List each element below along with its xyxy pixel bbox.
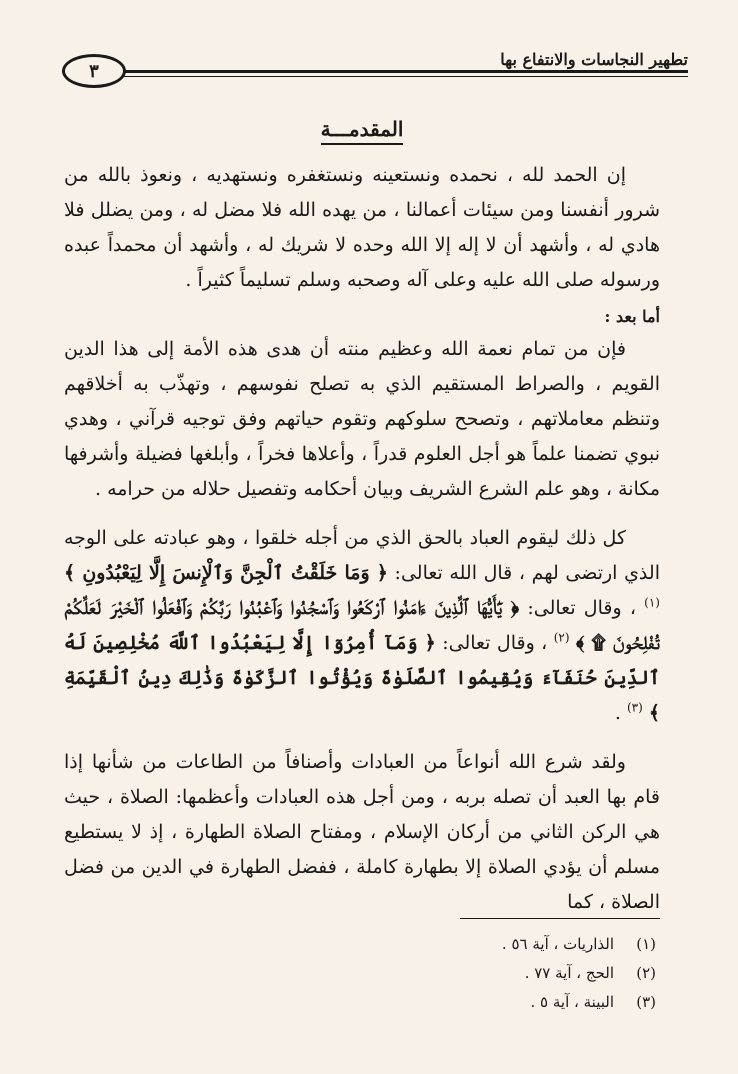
footnote-ref-3: (٣) <box>626 700 643 715</box>
worship-text-a: كل ذلك ليقوم العباد بالحق الذي من أجله خلقوا ، وهو عبادته على الوجه الذي ارتضى لهم ، قال الله تعالى: <box>64 527 660 584</box>
footnote-text: الحج ، آية ٧٧ . <box>524 964 614 982</box>
opening-paragraph: إن الحمد لله ، نحمده ونستعينه ونستغفره ونستهديه ، ونعوذ بالله من شرور أنفسنا ومن سيئات أعمالنا ، من يهده الله فلا مضل له ، ومن يضلل فلا هادي له ، وأشهد أن لا إله إلا الله وحده لا شريك له ، وأشهد أن محمداً عبده ورسوله صلى الله عليه وعلى آله وصحبه وسلم تسليماً كثيراً . <box>64 164 660 291</box>
worship-text-b: ، وقال تعالى: <box>527 597 636 619</box>
main-text <box>64 114 660 920</box>
quran-verse-1: ﴿ وَمَا خَلَقْتُ ٱلْجِنَّ وَٱلْإِنسَ إِلَّا لِيَعْبُدُونِ ﴾ <box>64 562 388 584</box>
footnote-text: الذاريات ، آية ٥٦ . <box>501 935 614 953</box>
footnote-ref-2: (٢) <box>553 630 570 645</box>
footnote <box>64 959 656 988</box>
footnote-number: (٣) <box>636 993 656 1011</box>
section-title-text: المقدمـــة <box>321 117 404 145</box>
footnote-number: (١) <box>636 935 656 953</box>
page-header <box>62 46 688 94</box>
paragraph-worship <box>64 521 660 731</box>
amma-baad-heading: أما بعد : <box>604 307 660 326</box>
footnote-text: البينة ، آية ٥ . <box>530 993 614 1011</box>
footnote <box>64 988 656 1017</box>
footnote-number: (٢) <box>636 964 656 982</box>
footnote-separator <box>460 918 660 919</box>
footnote <box>64 930 656 959</box>
quran-verse-2: ﴿ يَٰٓأَيُّهَا ٱلَّذِينَ ءَامَنُوا ٱرْكَعُوا وَٱسْجُدُوا وَٱعْبُدُوا رَبَّكُمْ وَٱفْعَلُوا ٱلْخَيْرَ لَعَلَّكُمْ تُفْلِحُونَ ۩ ﴾ <box>64 597 660 654</box>
footnote-ref-1: (١) <box>644 595 660 610</box>
worship-text-c: ، وقال تعالى: <box>442 632 548 654</box>
footnotes <box>64 930 656 1017</box>
worship-text-end: . <box>614 702 621 724</box>
paragraph-blessing: فإن من تمام نعمة الله وعظيم منته أن هدى هذه الأمة إلى هذا الدين القويم ، والصراط المستقيم الذي به تصلح نفوسهم ، وتهذّب به أخلاقهم وتنظم معاملاتهم ، وتصحح سلوكهم وتقوم حياتهم وفق توجيه قرآني ، وهدي نبوي تضمنا علماً هو أجل العلوم قدراً ، وأعلاها فخراً ، وأبلغها فضيلة وأشرفها مكانة ، وهو علم الشرع الشريف وبيان أحكامه وتفصيل حلاله من حرامه . <box>64 338 660 500</box>
quran-verse-3: ﴿ وَمَآ أُمِرُوٓا إِلَّا لِيَعْبُدُوا ٱللَّهَ مُخْلِصِينَ لَهُ ٱلدِّينَ حُنَفَآءَ وَيُقِيمُوا ٱلصَّلَوٰةَ وَيُؤْتُوا ٱلزَّكَوٰةَ وَذَٰلِكَ دِينُ ٱلْقَيِّمَةِ ﴾ <box>64 632 660 724</box>
running-title: تطهير النجاسات والانتفاع بها <box>494 50 688 69</box>
header-rule <box>122 70 688 73</box>
section-title <box>64 114 660 144</box>
page-number: ٣ <box>62 54 126 88</box>
paragraph-prayer: ولقد شرع الله أنواعاً من العبادات وأصنافاً من الطاعات من شأنها إذا قام بها العبد أن تصله بربه ، ومن أجل هذه العبادات وأعظمها: الصلاة ، حيث هي الركن الثاني من أركان الإسلام ، ومفتاح الصلاة الطهارة ، إذ لا يستطيع مسلم أن يؤدي الصلاة إلا بطهارة كاملة ، ففضل الطهارة في الدين من فضل الصلاة ، كما <box>64 751 660 913</box>
